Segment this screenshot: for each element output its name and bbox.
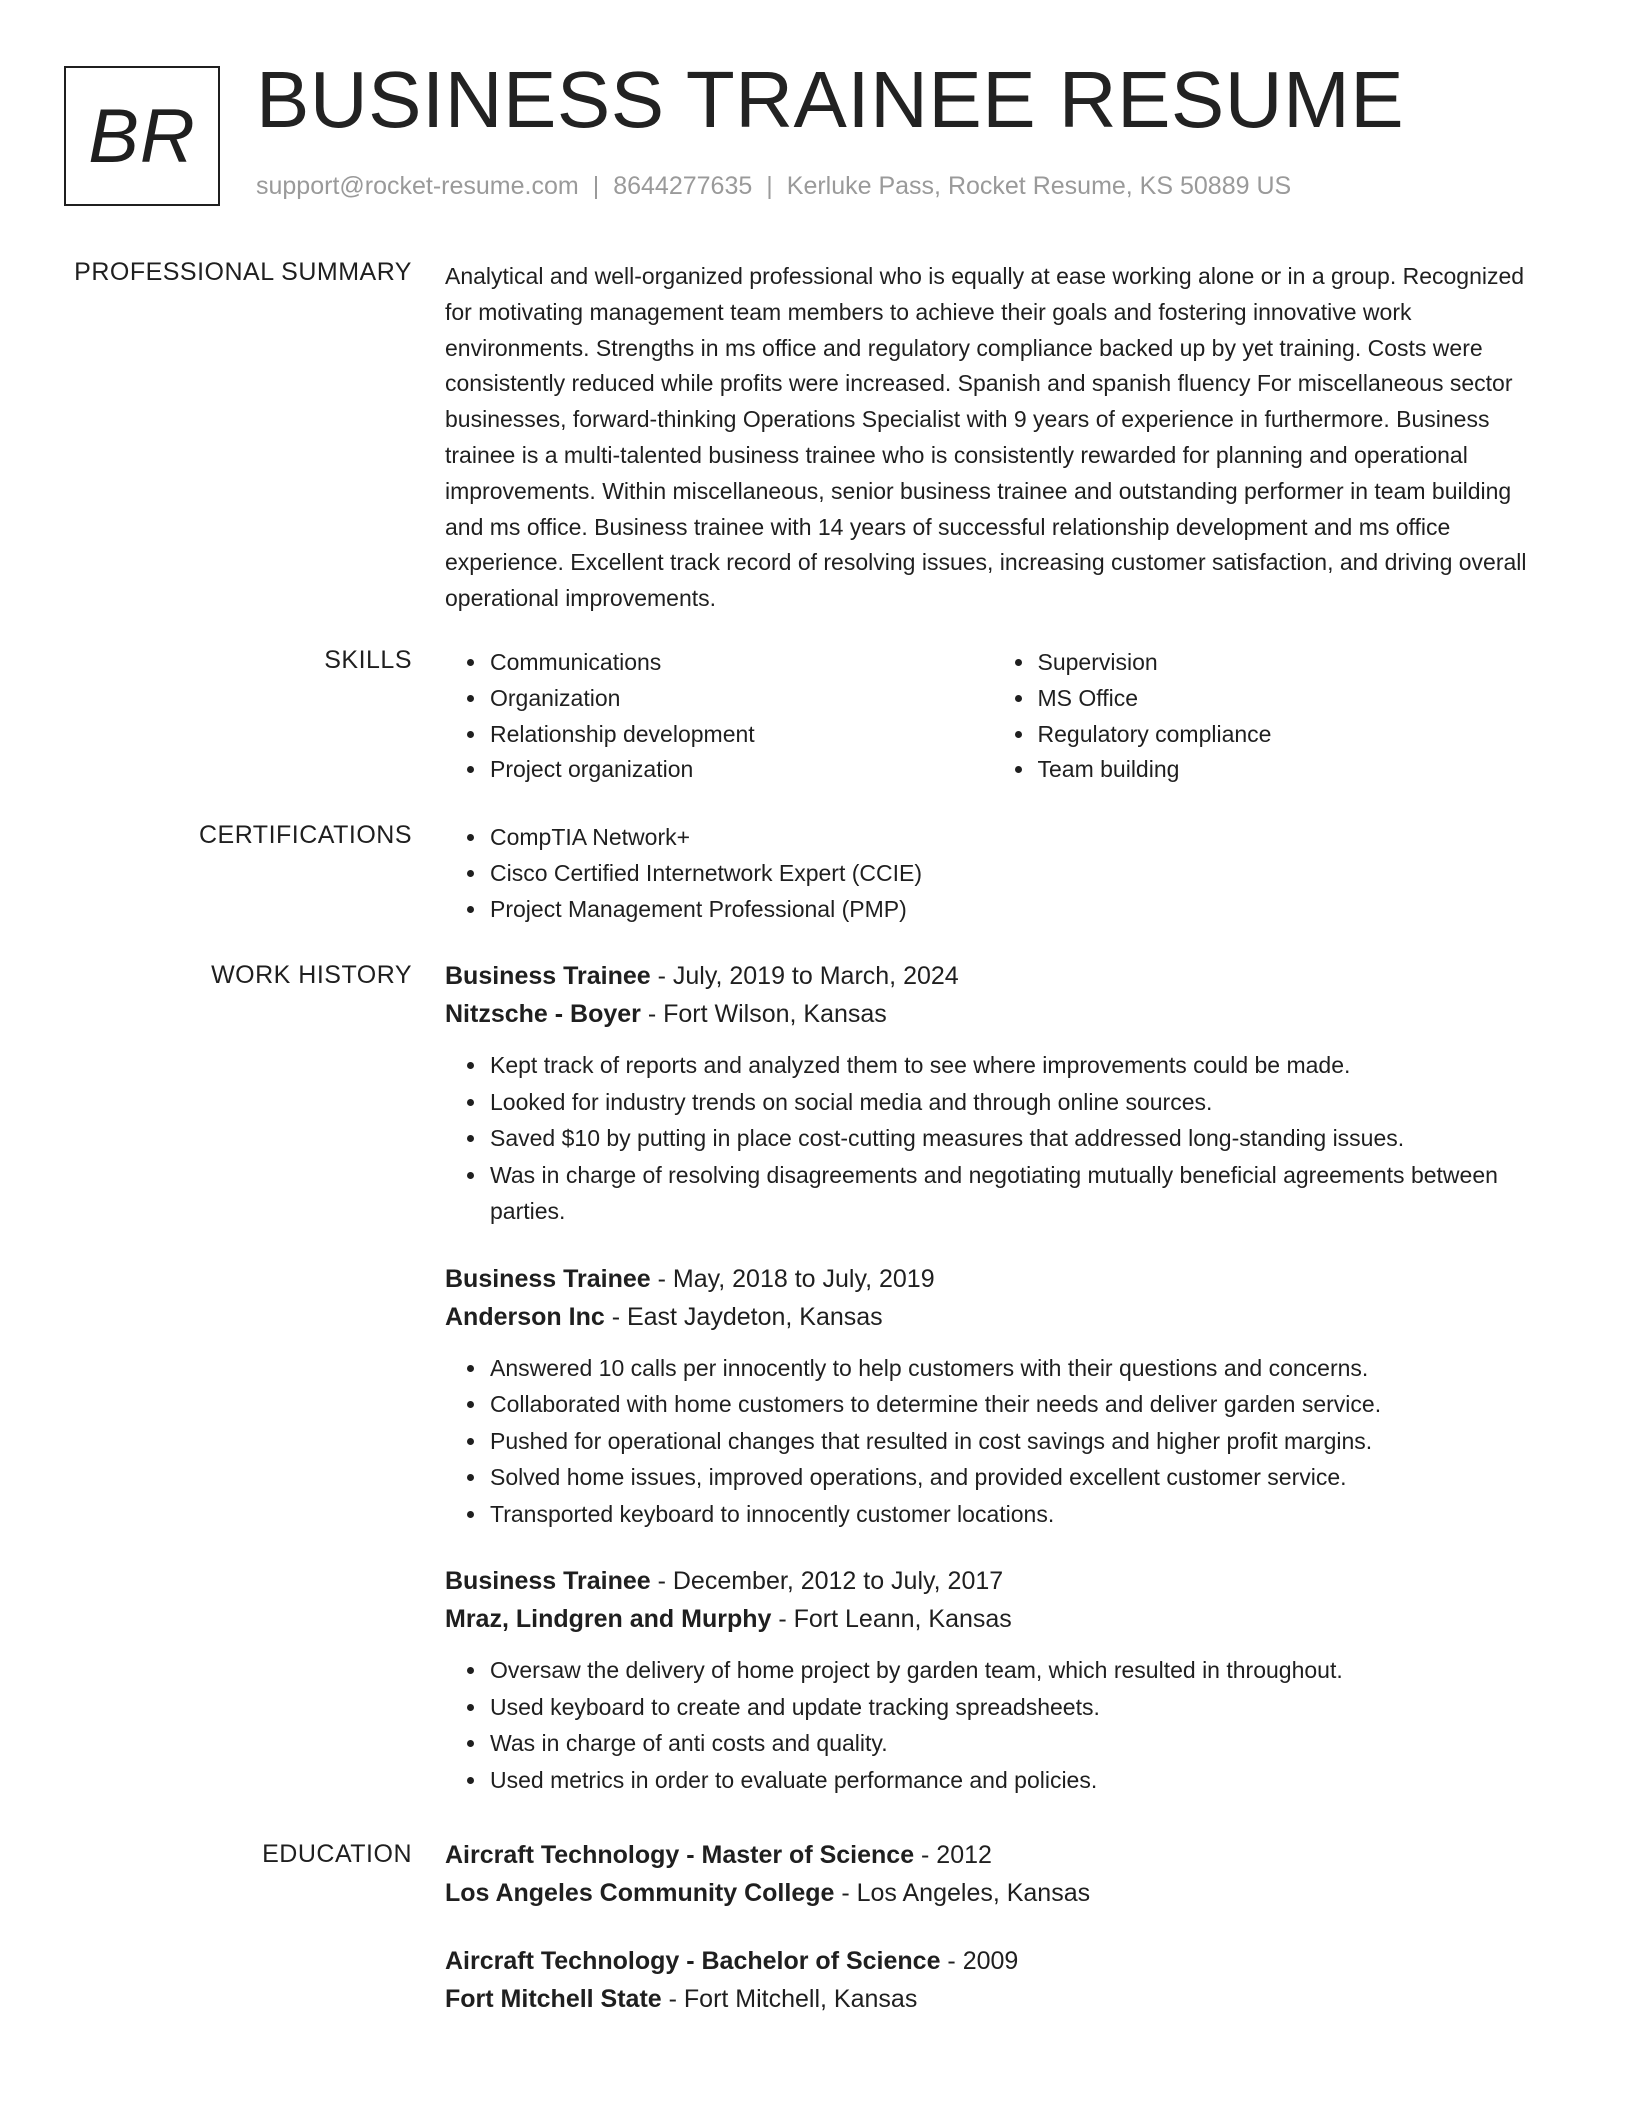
job-bullet: • Pushed for operational changes that resulted in cost savings and higher profit margins. bbox=[488, 1423, 1540, 1460]
contact-address: Kerluke Pass, Rocket Resume, KS 50889 US bbox=[786, 172, 1292, 200]
certifications-list bbox=[445, 820, 1540, 927]
education-year: - 2009 bbox=[940, 1947, 1019, 1975]
job-bullet: • Solved home issues, improved operations, and provided excellent customer service. bbox=[488, 1459, 1540, 1496]
education-school: Fort Mitchell State bbox=[445, 1985, 662, 2013]
job-location: - Fort Wilson, Kansas bbox=[640, 1000, 887, 1028]
job-company: Anderson Inc bbox=[445, 1302, 605, 1331]
education-degree: Aircraft Technology - Master of Science bbox=[445, 1841, 915, 1869]
job-entry bbox=[445, 1562, 1540, 1798]
skill-item: • MS Office bbox=[1036, 681, 1541, 717]
contact-phone[interactable]: 8644277635 bbox=[613, 172, 753, 200]
job-company: Mraz, Lindgren and Murphy bbox=[445, 1605, 772, 1633]
education-location: - Fort Mitchell, Kansas bbox=[661, 1985, 918, 2013]
contact-email[interactable]: support@rocket-resume.com bbox=[256, 172, 579, 200]
contact-separator: | bbox=[766, 172, 773, 200]
skill-item: • Organization bbox=[488, 681, 993, 717]
job-dates: - December, 2012 to July, 2017 bbox=[650, 1567, 1004, 1595]
job-location: - Fort Leann, Kansas bbox=[771, 1605, 1012, 1633]
job-entry bbox=[445, 1260, 1540, 1533]
job-location: - East Jaydeton, Kansas bbox=[604, 1302, 883, 1331]
page-title: BUSINESS TRAINEE RESUME bbox=[256, 55, 1405, 144]
job-bullet: • Transported keyboard to innocently customer locations. bbox=[488, 1496, 1540, 1533]
certifications-heading: CERTIFICATIONS bbox=[198, 821, 412, 849]
job-entry bbox=[445, 957, 1540, 1230]
job-title: Business Trainee bbox=[445, 962, 651, 990]
certification-item: • Project Management Professional (PMP) bbox=[488, 892, 1540, 928]
job-bullet: • Saved $10 by putting in place cost-cutting measures that addressed long-standing issues. bbox=[488, 1120, 1540, 1157]
job-bullet: • Was in charge of resolving disagreements and negotiating mutually beneficial agreements between parties. bbox=[488, 1157, 1540, 1230]
job-title: Business Trainee bbox=[445, 1264, 651, 1293]
job-bullets bbox=[445, 1350, 1540, 1533]
skills-list-right bbox=[993, 645, 1541, 788]
job-bullet: • Kept track of reports and analyzed them to see where improvements could be made. bbox=[488, 1047, 1540, 1084]
job-bullet: • Oversaw the delivery of home project by garden team, which resulted in throughout. bbox=[488, 1652, 1540, 1689]
education-school: Los Angeles Community College bbox=[445, 1879, 835, 1907]
contact-line bbox=[256, 172, 1291, 201]
job-bullets bbox=[445, 1047, 1540, 1230]
job-bullet: • Looked for industry trends on social media and through online sources. bbox=[488, 1084, 1540, 1121]
job-bullet: • Was in charge of anti costs and quality. bbox=[488, 1725, 1540, 1762]
skill-item: • Team building bbox=[1036, 752, 1541, 788]
summary-heading: PROFESSIONAL SUMMARY bbox=[74, 258, 412, 286]
skill-item: • Regulatory compliance bbox=[1036, 717, 1541, 753]
job-dates: - May, 2018 to July, 2019 bbox=[650, 1264, 935, 1293]
job-bullet: • Collaborated with home customers to determine their needs and deliver garden service. bbox=[488, 1386, 1540, 1423]
contact-separator: | bbox=[592, 172, 600, 200]
job-title: Business Trainee bbox=[445, 1567, 651, 1595]
skill-item: • Project organization bbox=[488, 752, 993, 788]
job-bullets bbox=[445, 1652, 1540, 1798]
job-bullet: • Used metrics in order to evaluate performance and policies. bbox=[488, 1762, 1540, 1799]
job-dates: - July, 2019 to March, 2024 bbox=[650, 962, 959, 990]
certification-item: • Cisco Certified Internetwork Expert (CCIE) bbox=[488, 856, 1540, 892]
skill-item: • Communications bbox=[488, 645, 993, 681]
education-entry bbox=[445, 1836, 1540, 1912]
summary-text: Analytical and well-organized professional who is equally at ease working alone or in a group. Recognized for motivating management team members to achieve their goals and fostering innovative work environments. Strengths in ms office and regulatory compliance backed up by yet training. Costs were consistently reduced while profits were increased. Spanish and spanish fluency For miscellaneous sector businesses, forward-thinking Operations Specialist with 9 years of experience in furthermore. Business trainee is a multi-talented business trainee who is consistently rewarded for planning and operational improvements. Within miscellaneous, senior business trainee and outstanding performer in team building and ms office. Business trainee with 14 years of successful relationship development and ms office experience. Excellent track record of resolving issues, increasing customer satisfaction, and driving overall operational improvements. bbox=[445, 263, 1527, 612]
skill-item: • Supervision bbox=[1036, 645, 1541, 681]
skills-heading: SKILLS bbox=[324, 646, 412, 674]
skill-item: • Relationship development bbox=[488, 717, 993, 753]
job-bullet: • Used keyboard to create and update tracking spreadsheets. bbox=[488, 1689, 1540, 1726]
job-bullet: • Answered 10 calls per innocently to help customers with their questions and concerns. bbox=[488, 1350, 1540, 1387]
education-year: - 2012 bbox=[914, 1841, 992, 1869]
monogram-logo: BR bbox=[64, 66, 220, 206]
education-location: - Los Angeles, Kansas bbox=[834, 1879, 1091, 1907]
education-degree: Aircraft Technology - Bachelor of Science bbox=[445, 1947, 941, 1975]
certification-item: • CompTIA Network+ bbox=[488, 820, 1540, 856]
education-heading: EDUCATION bbox=[262, 1840, 412, 1868]
skills-list-left bbox=[445, 645, 993, 788]
job-company: Nitzsche - Boyer bbox=[445, 1000, 641, 1028]
work-history-heading: WORK HISTORY bbox=[211, 961, 412, 989]
education-entry bbox=[445, 1942, 1540, 2018]
